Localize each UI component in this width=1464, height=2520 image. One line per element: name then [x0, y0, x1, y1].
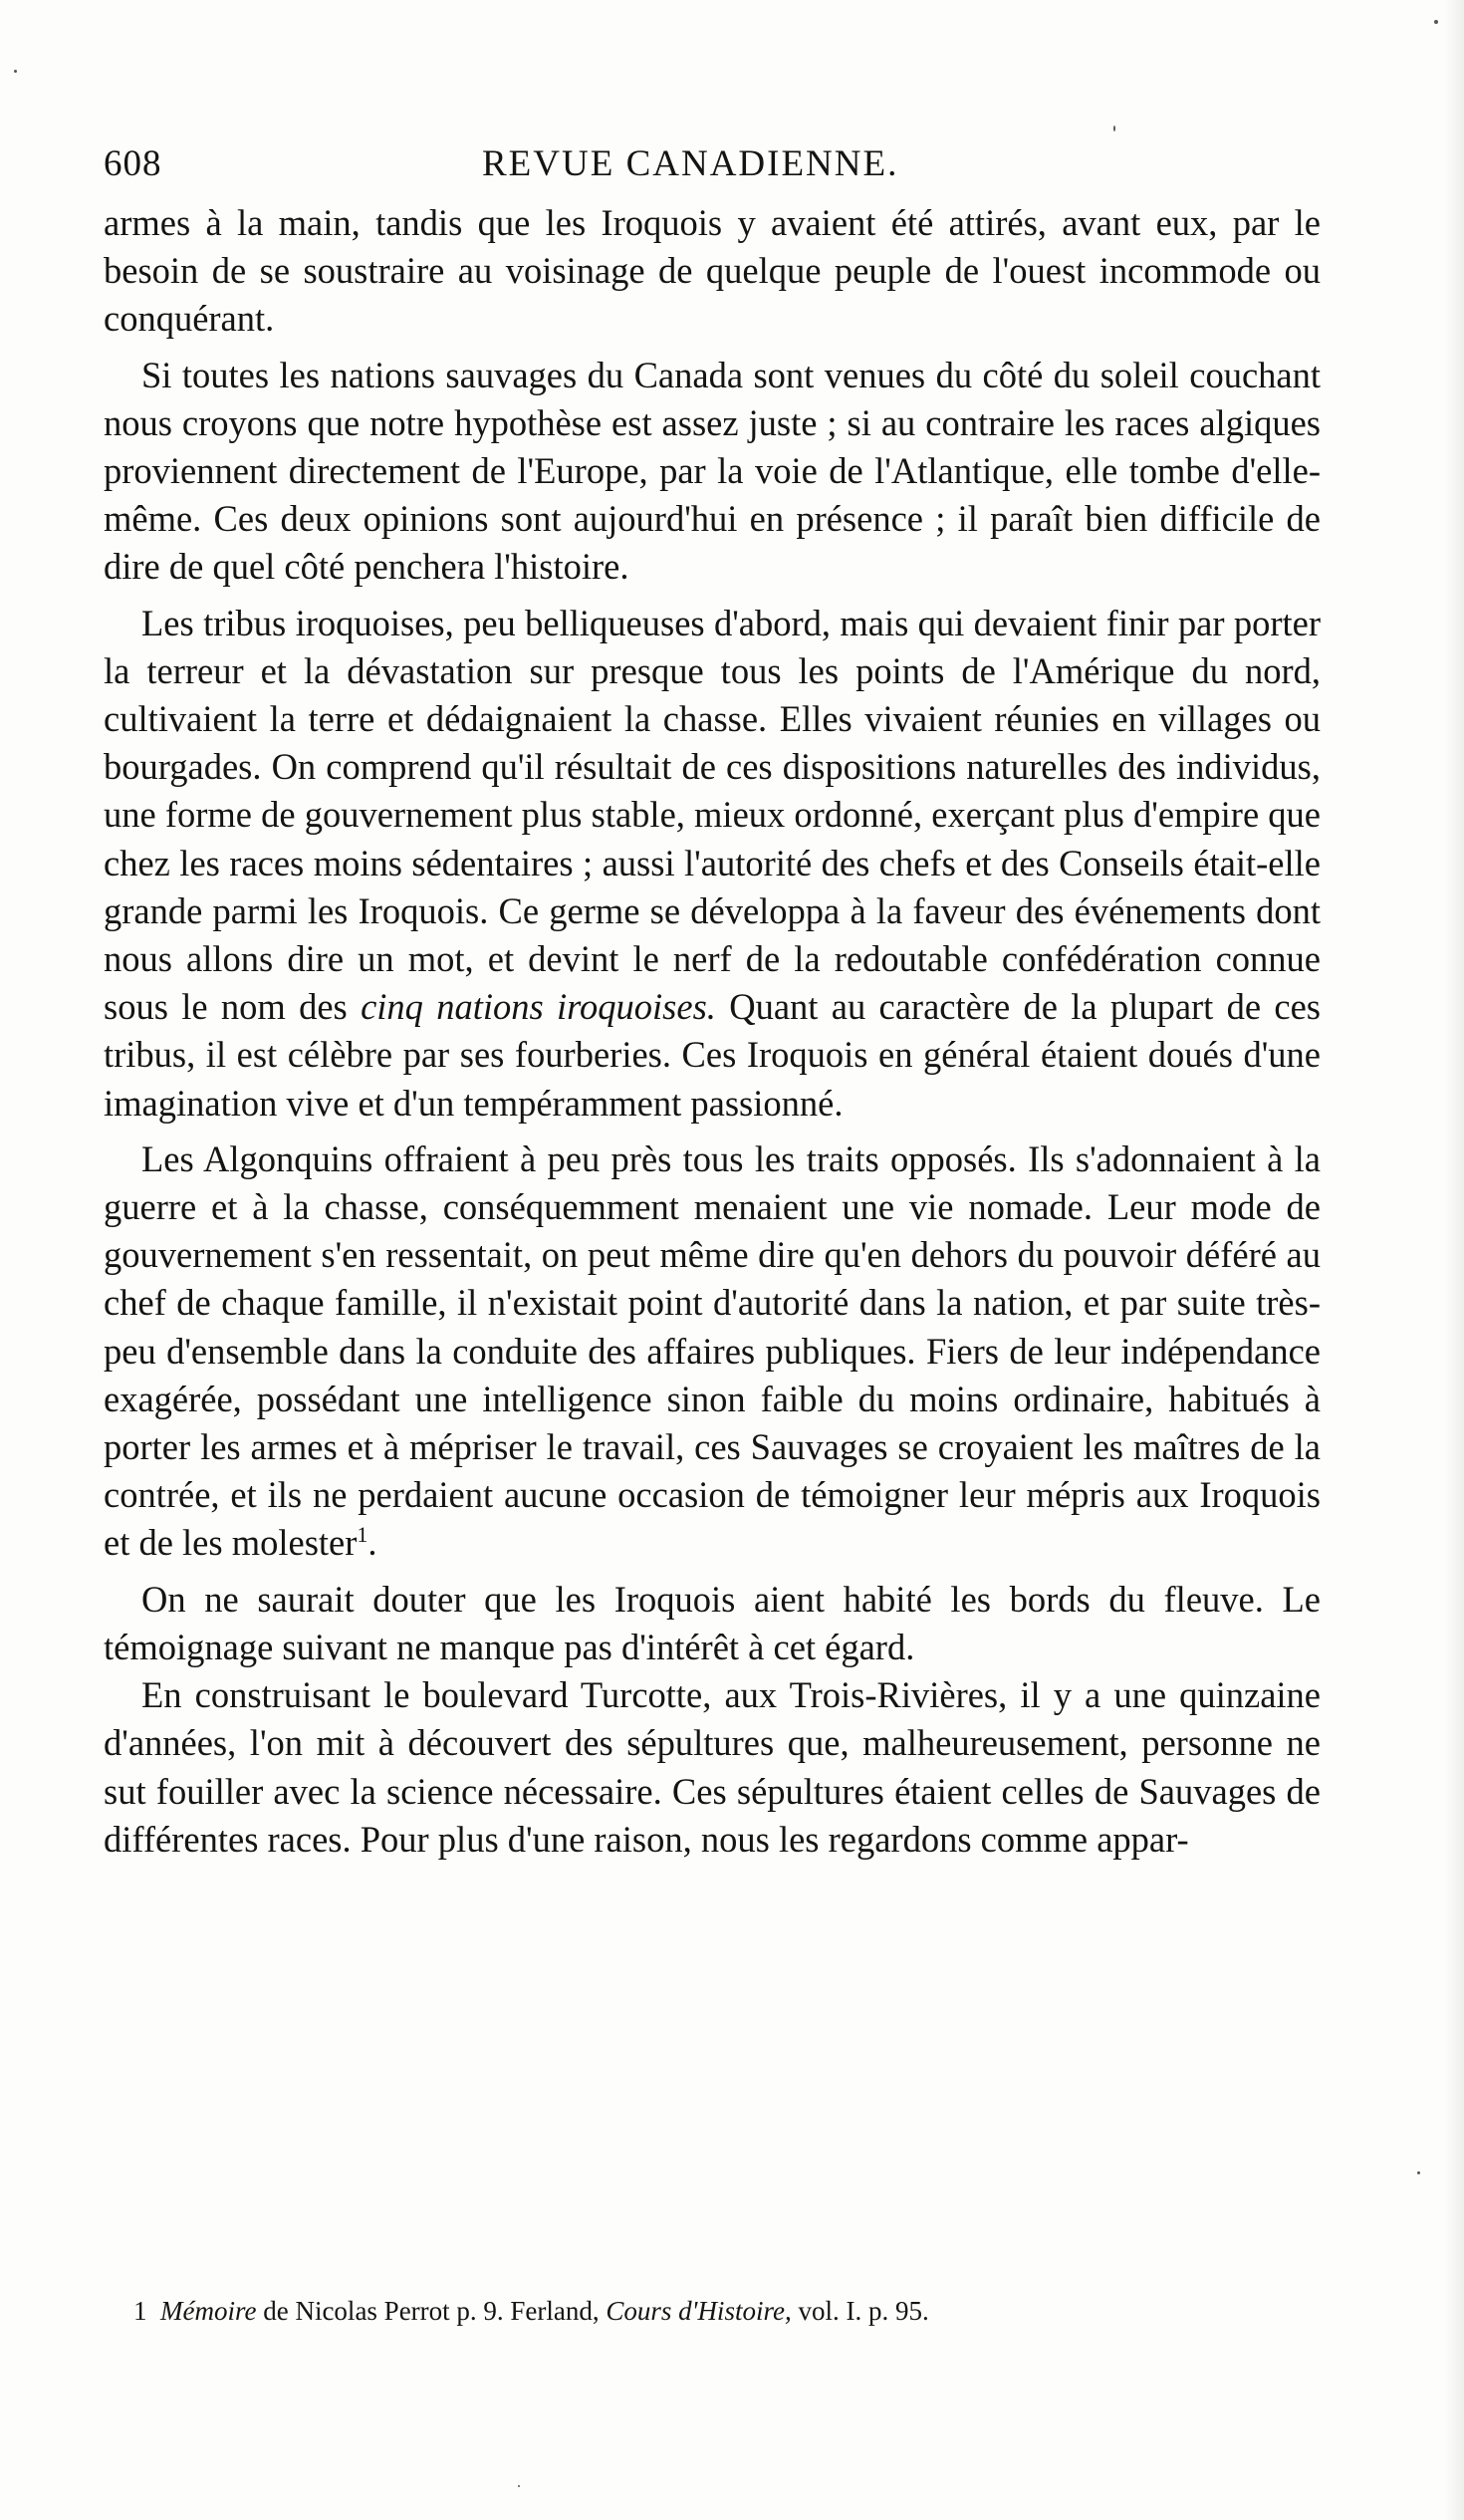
footnote-title-1: Mémoire [160, 2296, 257, 2326]
page-number: 608 [104, 143, 162, 184]
body-text [104, 199, 1321, 1864]
scan-edge-shadow [1444, 0, 1464, 2520]
scan-speck [1113, 126, 1115, 131]
scan-speck [518, 2485, 520, 2487]
footnote-number: 1 [133, 2296, 147, 2326]
paragraph-1: armes à la main, tandis que les Iroquois y avaient été attirés, avant eux, par le besoin de se soustraire au voisinage de quelque peuple de l'ouest incommode ou conquérant. [104, 202, 1321, 340]
paragraph-3-text-a: Les tribus iroquoises, peu belliqueuses d'abord, mais qui devaient finir par porter la terreur et la dévastation sur presque tous les points de l'Amérique du nord, cultivaient la terre et dédaignaient la chasse. Elles vivaient réunies en villages ou bourgades. On comprend qu'il résultait de ces dispositions naturelles des individus, une forme de gouvernement plus stable, mieux ordonné, exerçant plus d'empire que chez les races moins sédentaires ; aussi l'autorité des chefs et des Conseils était-elle grande parmi les Iroquois. Ce germe se développa à la faveur des événements dont nous allons dire un mot, et devint le nerf de la redoutable confédération connue sous le nom des [104, 602, 1321, 1028]
footnote [133, 2291, 929, 2331]
footnote-text-2: vol. I. p. 95. [791, 2296, 929, 2326]
paragraph-3 [104, 600, 1321, 1128]
scan-speck [1417, 2171, 1420, 2174]
paragraph-6: En construisant le boulevard Turcotte, aux Trois-Rivières, il y a une quinzaine d'années, l'on mit à découvert des sépultures que, malheureusement, personne ne sut fouiller avec la science nécessaire. Ces sépultures étaient celles de Sauvages de différentes races. Pour plus d'une raison, nous les regardons comme appar- [104, 1674, 1321, 1860]
scan-speck [14, 70, 17, 73]
running-head: REVUE CANADIENNE. [482, 143, 899, 184]
book-page [104, 129, 1321, 2500]
paragraph-4-text: Les Algonquins offraient à peu près tous les traits opposés. Ils s'adonnaient à la guerre et à la chasse, conséquemment menaient une vie nomade. Leur mode de gouvernement s'en ressentait, on peut même dire qu'en dehors du pouvoir déféré au chef de chaque famille, il n'existait point d'autorité dans la nation, et par suite très-peu d'ensemble dans la conduite des affaires publiques. Fiers de leur indépendance exagérée, possédant une intelligence sinon faible du moins ordinaire, habitués à porter les armes et à mépriser le travail, ces Sauvages se croyaient les maîtres de la contrée, et ils ne perdaient aucune occasion de témoigner leur mépris aux Iroquois et de les molester [104, 1137, 1321, 1564]
paragraph-4 [104, 1135, 1321, 1568]
footnote-text-1: de Nicolas Perrot p. 9. Ferland, [256, 2296, 607, 2326]
scan-speck [1434, 20, 1438, 24]
paragraph-5: On ne saurait douter que les Iroquois aient habité les bords du fleuve. Le témoignage suivant ne manque pas d'intérêt à cet égard. [104, 1578, 1321, 1667]
footnote-title-2: Cours d'Histoire, [606, 2296, 792, 2326]
paragraph-3-text-b: Quant au caractère de la plupart de ces tribus, il est célèbre par ses fourberies. Ces Iroquois en général étaient doués d'une imagination vive et d'un tempéramment passionné. [104, 986, 1322, 1124]
page-header [104, 129, 1321, 199]
footnote-reference: 1 [357, 1522, 368, 1548]
paragraph-3-italic: cinq nations iroquoises. [361, 986, 716, 1028]
paragraph-4-end: . [367, 1522, 377, 1564]
paragraph-2: Si toutes les nations sauvages du Canada sont venues du côté du soleil couchant nous croyons que notre hypothèse est assez juste ; si au contraire les races algiques proviennent directement de l'Europe, par la voie de l'Atlantique, elle tombe d'elle-même. Ces deux opinions sont aujourd'hui en présence ; il paraît bien difficile de dire de quel côté penchera l'histoire. [104, 354, 1321, 588]
